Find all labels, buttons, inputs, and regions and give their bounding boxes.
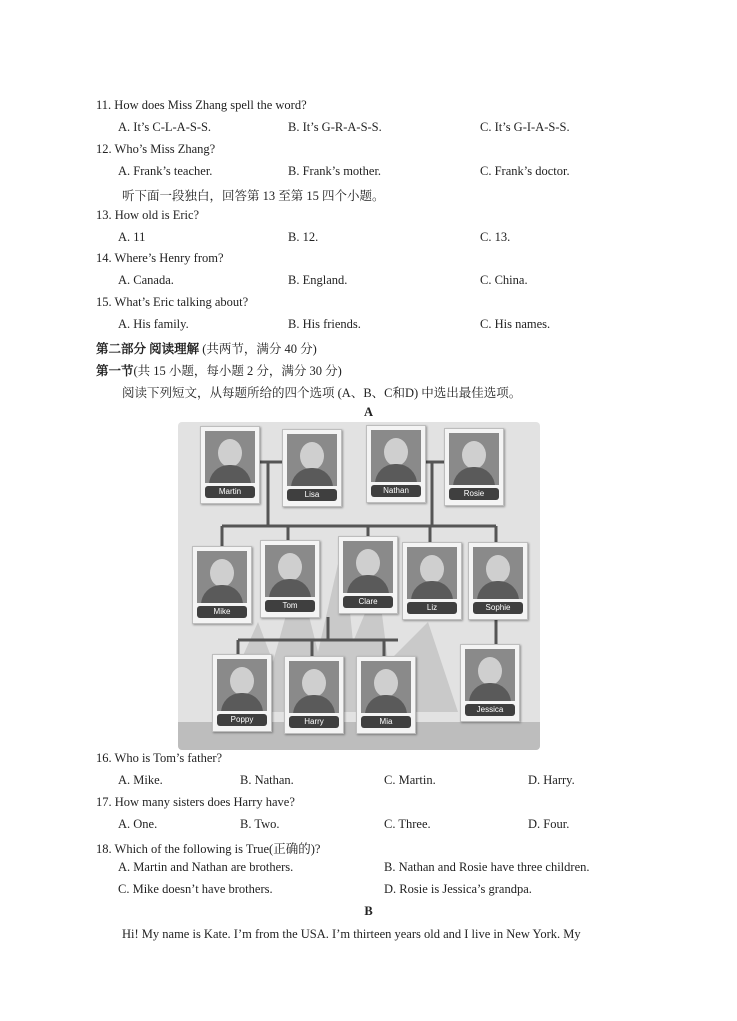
name-label-harry: Harry <box>289 716 339 728</box>
name-label-nathan: Nathan <box>371 485 421 497</box>
name-label-clare: Clare <box>343 596 393 608</box>
passage-a-label: A <box>363 405 374 419</box>
section-1-heading <box>96 361 342 379</box>
portrait-martin <box>205 431 255 483</box>
question-13-option-b[interactable]: B. 12. <box>288 230 319 244</box>
question-16-option-a[interactable]: A. Mike. <box>118 773 163 787</box>
family-card-harry <box>284 656 344 734</box>
question-11-option-b[interactable]: B. It’s G-R-A-S-S. <box>288 120 382 134</box>
question-13-stem: 13. How old is Eric? <box>96 208 200 222</box>
portrait-nathan <box>371 430 421 482</box>
question-14-option-c[interactable]: C. China. <box>480 273 528 287</box>
family-card-sophie <box>468 542 528 620</box>
question-13-option-c[interactable]: C. 13. <box>480 230 511 244</box>
portrait-sophie <box>473 547 523 599</box>
question-12-option-b[interactable]: B. Frank’s mother. <box>288 164 382 178</box>
name-label-tom: Tom <box>265 600 315 612</box>
part-2-heading <box>96 339 317 357</box>
question-15-stem: 15. What’s Eric talking about? <box>96 295 249 309</box>
name-label-poppy: Poppy <box>217 714 267 726</box>
portrait-liz <box>407 547 457 599</box>
question-12-stem: 12. Who’s Miss Zhang? <box>96 142 216 156</box>
name-label-jessica: Jessica <box>465 704 515 716</box>
part-2-note: (共两节，满分 40 分) <box>202 342 317 356</box>
question-18-option-b[interactable]: B. Nathan and Rosie have three children. <box>384 860 590 874</box>
family-card-martin <box>200 426 260 504</box>
portrait-clare <box>343 541 393 593</box>
name-label-liz: Liz <box>407 602 457 614</box>
question-17-stem: 17. How many sisters does Harry have? <box>96 795 295 809</box>
portrait-harry <box>289 661 339 713</box>
portrait-tom <box>265 545 315 597</box>
section-1-note: (共 15 小题，每小题 2 分，满分 30 分) <box>133 364 342 378</box>
question-15-option-a[interactable]: A. His family. <box>118 317 189 331</box>
portrait-poppy <box>217 659 267 711</box>
question-16-option-b[interactable]: B. Nathan. <box>240 773 294 787</box>
section-1-title: 第一节 <box>96 364 134 378</box>
question-18-option-d[interactable]: D. Rosie is Jessica’s grandpa. <box>384 882 532 896</box>
family-card-liz <box>402 542 462 620</box>
reading-instruction: 阅读下列短文，从每题所给的四个选项 (A、B、C和D) 中选出最佳选项。 <box>122 386 522 400</box>
family-card-poppy <box>212 654 272 732</box>
listening-instruction: 听下面一段独白，回答第 13 至第 15 四个小题。 <box>122 189 385 203</box>
question-18-option-a[interactable]: A. Martin and Nathan are brothers. <box>118 860 294 874</box>
family-card-mia <box>356 656 416 734</box>
question-15-option-c[interactable]: C. His names. <box>480 317 551 331</box>
portrait-lisa <box>287 434 337 486</box>
question-16-option-d[interactable]: D. Harry. <box>528 773 575 787</box>
question-18-stem: 18. Which of the following is True(正确的)? <box>96 842 321 856</box>
family-card-lisa <box>282 429 342 507</box>
name-label-rosie: Rosie <box>449 488 499 500</box>
name-label-lisa: Lisa <box>287 489 337 501</box>
family-card-nathan <box>366 425 426 503</box>
question-14-option-b[interactable]: B. England. <box>288 273 348 287</box>
family-card-clare <box>338 536 398 614</box>
question-14-option-a[interactable]: A. Canada. <box>118 273 174 287</box>
name-label-sophie: Sophie <box>473 602 523 614</box>
question-17-option-a[interactable]: A. One. <box>118 817 158 831</box>
family-tree-image <box>178 422 540 750</box>
question-15-option-b[interactable]: B. His friends. <box>288 317 361 331</box>
question-17-option-d[interactable]: D. Four. <box>528 817 570 831</box>
name-label-mia: Mia <box>361 716 411 728</box>
question-14-stem: 14. Where’s Henry from? <box>96 251 224 265</box>
family-card-jessica <box>460 644 520 722</box>
portrait-rosie <box>449 433 499 485</box>
question-17-option-c[interactable]: C. Three. <box>384 817 431 831</box>
portrait-mia <box>361 661 411 713</box>
name-label-martin: Martin <box>205 486 255 498</box>
question-11-option-a[interactable]: A. It’s C-L-A-S-S. <box>118 120 212 134</box>
portrait-mike <box>197 551 247 603</box>
question-11-option-c[interactable]: C. It’s G-I-A-S-S. <box>480 120 570 134</box>
question-13-option-a[interactable]: A. 11 <box>118 230 146 244</box>
question-11-stem: 11. How does Miss Zhang spell the word? <box>96 98 307 112</box>
family-card-mike <box>192 546 252 624</box>
question-12-option-c[interactable]: C. Frank’s doctor. <box>480 164 570 178</box>
passage-b-label: B <box>364 904 373 918</box>
portrait-jessica <box>465 649 515 701</box>
question-16-option-c[interactable]: C. Martin. <box>384 773 436 787</box>
question-17-option-b[interactable]: B. Two. <box>240 817 280 831</box>
family-card-rosie <box>444 428 504 506</box>
question-12-option-a[interactable]: A. Frank’s teacher. <box>118 164 213 178</box>
passage-b-text: Hi! My name is Kate. I’m from the USA. I’m thirteen years old and I live in New York. My <box>122 927 581 941</box>
family-card-tom <box>260 540 320 618</box>
part-2-title: 第二部分 阅读理解 <box>96 342 200 356</box>
question-18-option-c[interactable]: C. Mike doesn’t have brothers. <box>118 882 273 896</box>
name-label-mike: Mike <box>197 606 247 618</box>
question-16-stem: 16. Who is Tom’s father? <box>96 751 223 765</box>
